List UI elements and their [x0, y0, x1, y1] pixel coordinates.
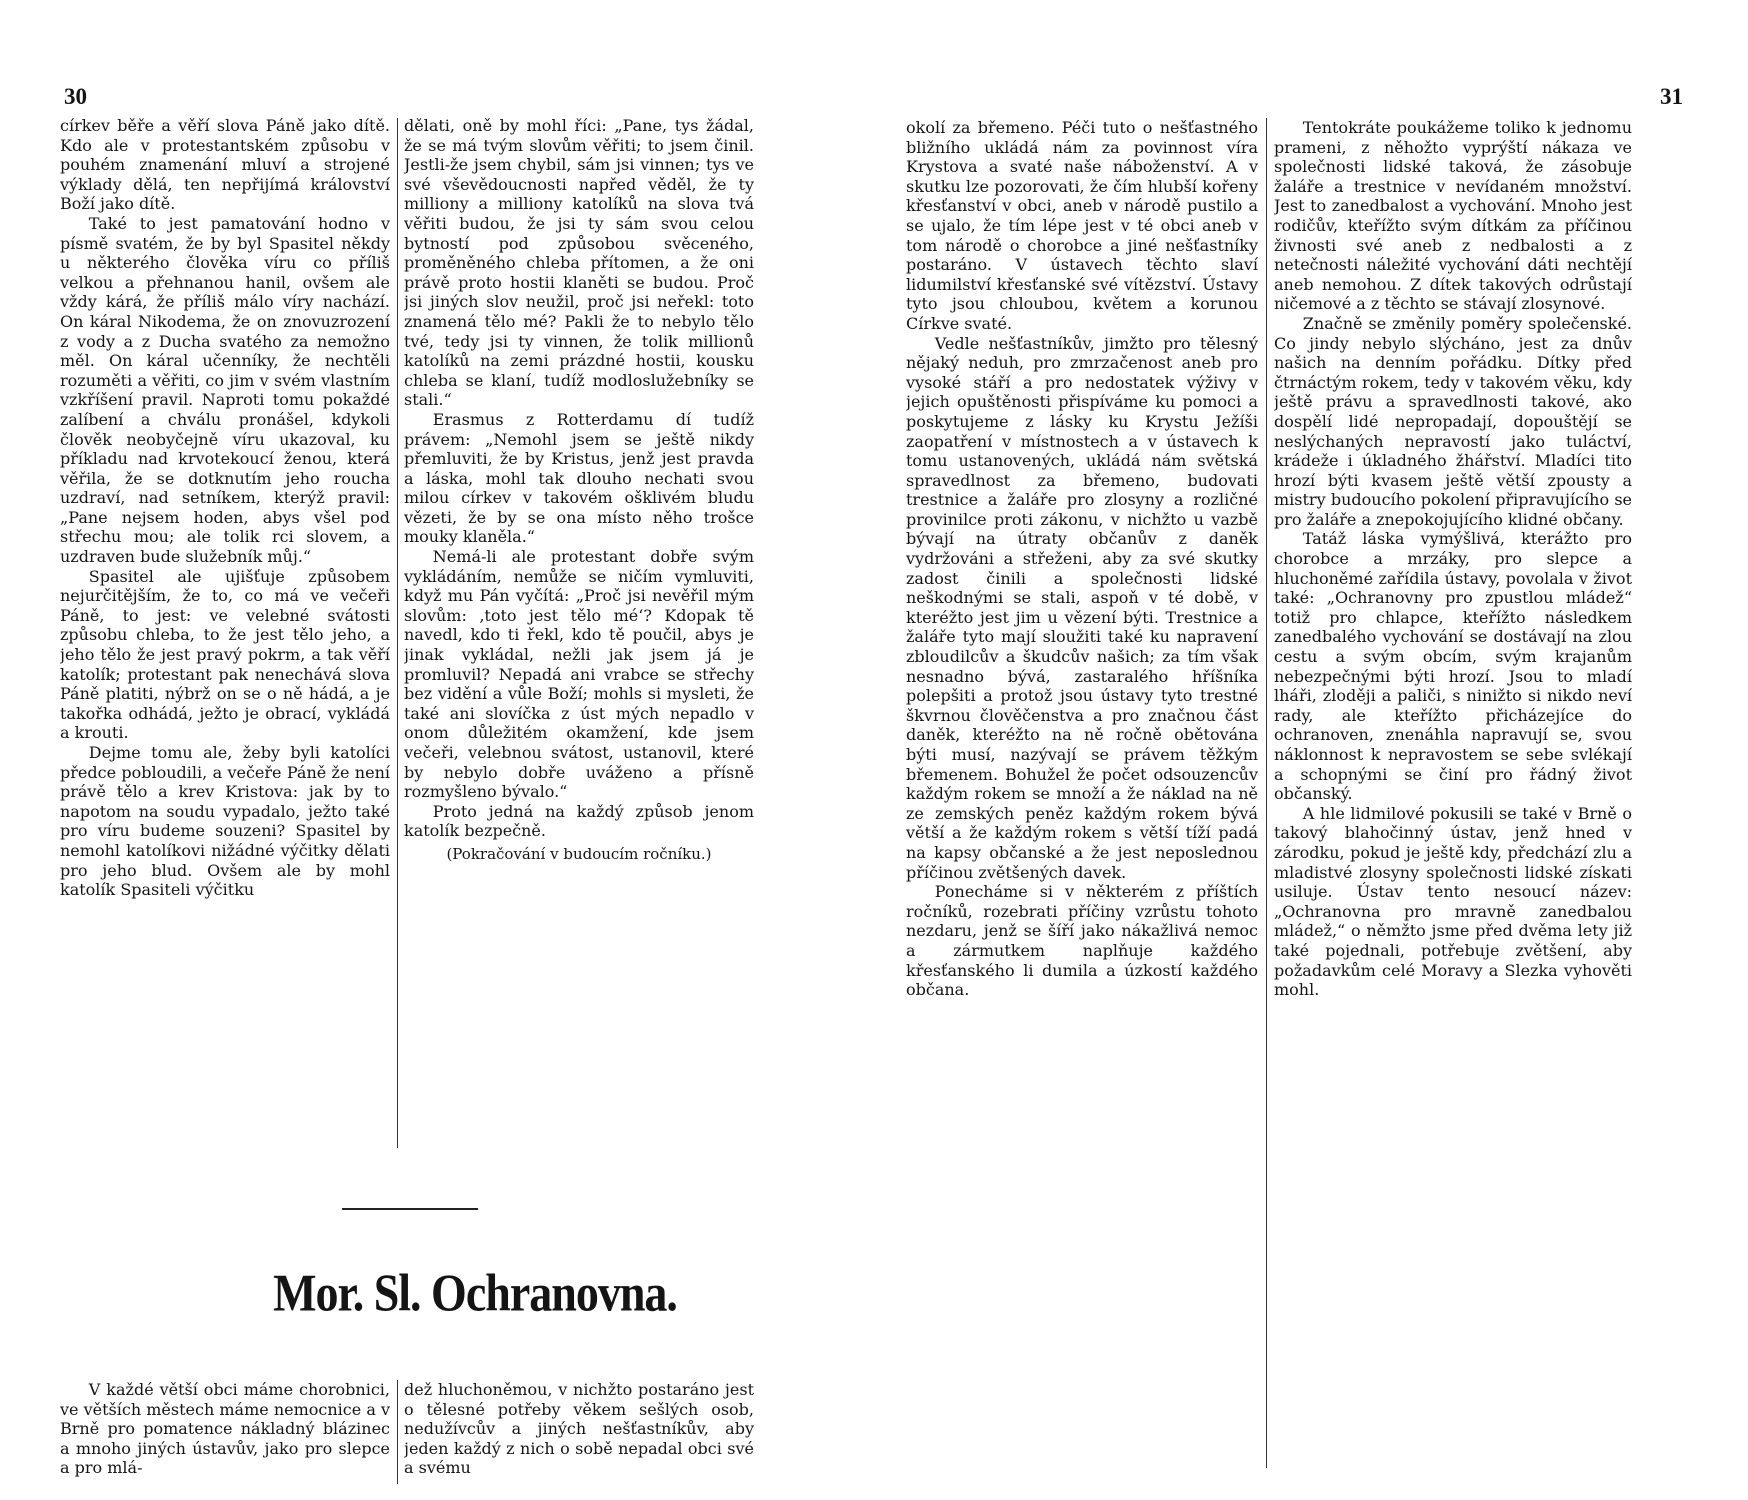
paragraph: církev běře a věří slova Páně jako dítě. Kdo ale v protestantském způsobu v pouhém znamenání mluví a strojené výklady dělá, ten nepřijímá království Boží jako dítě. [60, 116, 390, 214]
column-divider [397, 118, 398, 1148]
paragraph: dělati, oně by mohl říci: „Pane, tys žádal, že se má tvým slovům věřiti; to jsem činil. Jestli-že jsem chybil, sám jsi vinnen; tys ve své vševědoucnosti napřed věděl, že ty milliony a milliony katolíků na slova tvá věřiti budou, že jsi ty sám svou celou bytností pod způsobou svěceného, proměněného chleba přítomen, a že oni právě proto hostii klaněti se budou. Proč jsi jiných slov neužil, proč jsi neřekl: toto znamená tělo mé? Pakli že to nebylo tělo tvé, tedy jsi ty vinnen, že tolik millionů katolíků na zemi prázdné hostii, kousku chleba se klaní, tudíž modloslužebníky se stali.“ [404, 116, 754, 410]
article-title: Mor. Sl. Ochranovna. [273, 1263, 677, 1322]
article-column-2 [404, 1380, 754, 1488]
paragraph: Spasitel ale ujišťuje způsobem nejurčitějším, že to, co má ve večeři Páně, to jest: ve velebné svátosti způsobu chleba, to že jest tělo jeho, a jeho tělo že jest pravý pokrm, a tak věří katolík; protestant pak nenechává slova Páně platiti, nýbrž on se o ně hádá, a je takořka odhádá, ježto je obrací, vykládá a krouti. [60, 566, 390, 743]
paragraph: Také to jest pamatování hodno v písmě svatém, že by byl Spasitel někdy u některého člověka víru co příliš velkou a přehnanou hanil, ovšem ale vždy kárá, že příliš málo víry nachází. On káral Nikodema, že on znovuzrození z vody a z Ducha svatého za nemožno měl. On káral učenníky, že nechtěli rozuměti a věřiti, co jim v svém vlastním vzkříšení pravil. Naproti tomu pokaždé zalíbení a chválu pronášel, kdykoli člověk neobyčejně víru ukazoval, ku příkladu nad krvotekoucí ženou, která věřila, že se dotknutím jeho roucha uzdraví, nad setníkem, kterýž pravil: „Pane nejsem hoden, abys všel pod střechu mou; ale tolik rci slovem, a uzdraven bude služebník můj.“ [60, 213, 390, 567]
paragraph: Ponecháme si v některém z příštích ročníků, rozebrati příčiny vzrůstu tohoto nezdaru, jenž se šíří jako nákažlivá nemoc a zármutkem naplňuje každého křesťanského li dumila a úzkostí každého občana. [906, 882, 1258, 1000]
paragraph: Dejme tomu ale, žeby byli katolíci předce pobloudili, a večeře Páně že není právě tělo a krev Kristova: jak by to napotom na soudu vypadalo, ježto také pro víru budeme souzeni? Spasitel by nemohl katolíkovi nižádné výčitky dělati pro jeho blud. Ovšem ale by mohl katolík Spasiteli výčitku [60, 743, 390, 900]
article-column-1 [60, 1380, 390, 1488]
right-page-column-1 [906, 118, 1258, 1468]
paragraph: Tentokráte poukážeme toliko k jednomu prameni, z něhožto vyprýští nákaza ve společnosti lidské taková, že zásobuje žaláře a trestnice v nevídaném množství. Jest to zanedbalost a vychování. Mnoho jest rodičův, kteřížto svým dítkám za příčinou živnosti své aneb z nedbalosti a z netečnosti náležité vychování dáti nechtějí aneb nemohou. Z dítek takových odrůstají ničemové a z těchto se stávají zlosynové. [1274, 118, 1632, 314]
page-number-right: 31 [1660, 84, 1683, 109]
column-divider [397, 1380, 398, 1484]
paragraph: A hle lidmilové pokusili se také v Brně o takový blahočinný ústav, jenž hned v zárodku, pokud je ještě kdy, předchází zlu a mladistvé zlosyny společnosti lidské získati usiluje. Ústav tento nesoucí název: „Ochranovna pro mravně zanedbalou mládež,“ o němžto jsme před dvěma lety již také pojednali, potřebuje zvětšení, aby požadavkům celé Moravy a Slezka vyhověti mohl. [1274, 803, 1632, 1000]
paragraph: V každé větší obci máme chorobnici, ve větších městech máme nemocnice a v Brně pro pomatence nákladný blázinec a mnoho jiných ústavův, jako pro slepce a pro mlá- [60, 1380, 390, 1478]
column-divider [1266, 118, 1267, 1468]
paragraph: Nemá-li ale protestant dobře svým vykládáním, nemůže se ničím vymluviti, když mu Pán vyčítá: „Proč jsi nevěřil mým slovům: ‚toto jest tělo mé‘? Kdopak tě navedl, kdo ti řekl, kdo tě poučil, abys je jinak vykládal, nežli jak jsem já je promluvil? Nepadá ani vrabce se střechy bez vidění a vůle Boží; mohls si mysleti, že také ani slovíčka z úst mých nepadlo v onom důležitém okamžení, kde jsem večeři, velebnou svátost, ustanovil, které by nebylo dobře uváženo a přísně rozmyšleno bývalo.“ [404, 547, 754, 802]
paragraph: Tatáž láska vymýšlivá, kterážto pro chorobce a mrzáky, pro slepce a hluchoněmé zařídila ústavy, povolala v život také: „Ochranovny pro zpustlou mládež“ totiž pro chlapce, kteřížto následkem zanedbalého vychování se dostávají na zlou cestu a svým obcím, svým krajanům nebezpečnými býti hrozí. Jsou to mladí lháři, zloději a paliči, s ninižto si nikdo neví rady, ale kteřížto přicházejíce do ochranoven, znenáhla napravují se, svou náklonnost k nepravostem se sebe svlékají a schopnými se činí pro řádný život občanský. [1274, 529, 1632, 804]
paragraph: Vedle nešťastníkův, jimžto pro tělesný nějaký neduh, pro zmrzačenost aneb pro vysoké stáří a pro nedostatek výživy v jejich opuštěnosti přispíváme ku pomoci a poskytujeme z lásky ku Krystu Ježíši zaopatření v místnostech a v ústavech k tomu ustanovených, ukládá nám světská spravedlnost za břemeno, budovati trestnice a žaláře pro zlosyny a rozličné provinilce proti zákonu, v nichžto u vazbě bývají na útraty občanův z daněk vydržováni a střeženi, aby za své skutky zadost činili a společnosti lidské neškodnými se stali, aspoň v té době, v kteréžto jest jim u vězení býti. Trestnice a žaláře tyto mají sloužiti také ku napravení zbloudilcův a škudcův našich; za tím však nesnadno bývá, zastaralého hříšníka polepšiti a protož jsou ústavy tyto trestné škvrnou člověčenstva a pro značnou část daněk, kteréžto na ně ročně obětována býti musí, nazývají se právem těžkým břemenem. Bohužel že počet odsouzencův každým rokem se množí a že náklad na ně ze zemských peněz každým rokem bývá větší a že každým rokem s větší tíží padá na kapsy občanské a že jest neposlednou příčinou zvětšených davek. [906, 333, 1258, 882]
paragraph: Erasmus z Rotterdamu dí tudíž právem: „Nemohl jsem se ještě nikdy přemluviti, že by Kristus, jenž jest pravda a láska, mohl tak dlouho nechati svou milou církev v takovém ošklivém bludu vězeti, že by se ona místo něho trošce mouky klaněla.“ [404, 409, 754, 547]
section-separator [342, 1208, 478, 1210]
continuation-note: (Pokračování v budoucím ročníku.) [446, 844, 712, 863]
right-page-column-2 [1274, 118, 1632, 1468]
left-page-column-2 [404, 116, 754, 1166]
paragraph: dež hluchoněmou, v nichžto postaráno jest o tělesné potřeby věkem sešlých osob, nedužívcův a jiných nešťastníkův, aby jeden každý z nich o sobě nepadal obci své a svému [404, 1380, 754, 1478]
page-number-left: 30 [64, 84, 87, 109]
paragraph: Proto jedná na každý způsob jenom katolík bezpečně. [404, 801, 754, 841]
paragraph: okolí za břemeno. Péči tuto o nešťastného bližního ukládá nám za povinnost víra Krystova a svaté naše náboženství. A v skutku lze pozorovati, že čím hlubší kořeny křesťanství v obci, aneb v národě pustilo a se ujalo, že tím lépe jest v té obci aneb v tom národě o chorobce a jiné nešťastníky postaráno. V ústavech těchto slaví lidumilství křesťanské své vítězství. Ústavy tyto jsou chloubou, květem a korunou Církve svaté. [906, 118, 1258, 333]
left-page-column-1 [60, 116, 390, 1152]
paragraph: Značně se změnily poměry společenské. Co jindy nebylo slýcháno, jest za dnův našich na denním pořádku. Dítky před čtrnáctým rokem, tedy v takovém věku, kdy ještě právu a spravedlnosti takové, ako dospělí lidé nepropadají, dopouštějí se neslýchaných nepravostí jako tuláctví, krádeže i úkladného žhářství. Mladíci tito hrozí býti kvasem ještě větší zpousty a mistry budoucího pokolení připravujícího se pro žaláře a znepokojujícího klidné občany. [1274, 313, 1632, 529]
